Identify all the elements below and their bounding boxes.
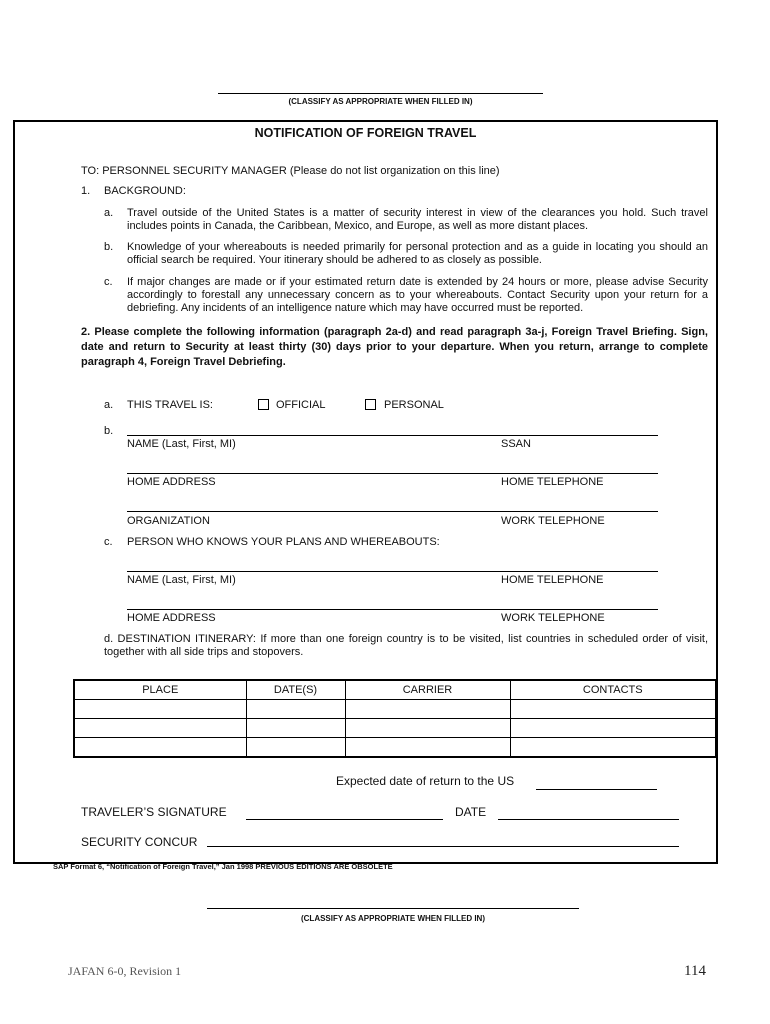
itinerary-cell-carrier[interactable] [345,719,510,738]
itinerary-header-dates: DATE(S) [246,680,345,700]
itinerary-table [73,679,717,758]
itinerary-row [74,738,716,758]
security-concur-line[interactable] [207,846,679,847]
travel-type-letter: a. [104,399,114,411]
personal-checkbox[interactable] [365,399,376,410]
form-format-note: SAP Format 6, “Notification of Foreign Travel,” Jan 1998 PREVIOUS EDITIONS ARE OBSOLETE [53,862,393,871]
itinerary-cell-contacts[interactable] [510,700,716,719]
return-date-line[interactable] [536,789,657,790]
traveler-address-line[interactable] [127,473,658,474]
traveler-organization-line[interactable] [127,511,658,512]
itinerary-header-row [74,680,716,700]
itinerary-cell-carrier[interactable] [345,738,510,758]
itinerary-cell-contacts[interactable] [510,738,716,758]
document-id: JAFAN 6-0, Revision 1 [68,964,182,978]
traveler-name-label: NAME (Last, First, MI) [127,438,236,450]
signature-date-line[interactable] [498,819,679,820]
section1-item-a-text: Travel outside of the United States is a matter of security interest in view of the clearances you hold. Such travel includes points in Canada, the Caribbean, Mexico, and Europe, as well as more distant places. [127,207,708,232]
official-label: OFFICIAL [276,399,326,411]
contact-work-telephone-label: WORK TELEPHONE [501,612,605,624]
top-classification-label: (CLASSIFY AS APPROPRIATE WHEN FILLED IN) [288,97,473,106]
contact-person-letter: c. [104,536,113,548]
contact-address-line[interactable] [127,609,658,610]
contact-person-heading: PERSON WHO KNOWS YOUR PLANS AND WHEREABOUTS: [127,536,440,548]
traveler-home-telephone-label: HOME TELEPHONE [501,476,604,488]
itinerary-header-place: PLACE [74,680,246,700]
bottom-classification-label: (CLASSIFY AS APPROPRIATE WHEN FILLED IN) [300,914,485,923]
official-checkbox[interactable] [258,399,269,410]
itinerary-cell-place[interactable] [74,738,246,758]
security-concur-label: SECURITY CONCUR [81,835,198,849]
traveler-work-telephone-label: WORK TELEPHONE [501,515,605,527]
contact-name-line[interactable] [127,571,658,572]
traveler-signature-label: TRAVELER’S SIGNATURE [81,805,227,819]
bottom-classification-line [207,908,579,909]
itinerary-header-carrier: CARRIER [345,680,510,700]
traveler-name-line[interactable] [127,435,658,436]
to-line: TO: PERSONNEL SECURITY MANAGER (Please do not list organization on this line) [81,165,500,177]
traveler-signature-line[interactable] [246,819,443,820]
section1-item-a-letter: a. [104,207,114,219]
top-classification-line [218,93,543,94]
itinerary-row [74,719,716,738]
section1-item-b-letter: b. [104,241,114,253]
contact-name-label: NAME (Last, First, MI) [127,574,236,586]
traveler-organization-label: ORGANIZATION [127,515,210,527]
traveler-ssan-label: SSAN [501,438,531,450]
section1-item-c-text: If major changes are made or if your estimated return date is extended by 24 hours or more, please advise Security accordingly to forestall any unnecessary concern as to your whereabouts. Contact Security upon your return for a debriefing. Any incidents of an intelligence nature which may have occurred must be reported. [127,276,708,314]
traveler-info-letter: b. [104,425,114,437]
page-number: 114 [684,963,706,979]
itinerary-row [74,700,716,719]
section1-item-c-letter: c. [104,276,113,288]
itinerary-cell-carrier[interactable] [345,700,510,719]
travel-type-label: THIS TRAVEL IS: [127,399,213,411]
section1-item-b-text: Knowledge of your whereabouts is needed primarily for personal protection and as a guide in locating you should an official search be required. Your itinerary should be adhered to as closely as possible. [127,241,708,266]
return-date-label: Expected date of return to the US [336,774,515,788]
itinerary-cell-dates[interactable] [246,719,345,738]
contact-home-address-label: HOME ADDRESS [127,612,216,624]
itinerary-header-contacts: CONTACTS [510,680,716,700]
section2-instructions: 2. Please complete the following information (paragraph 2a-d) and read paragraph 3a-j, Foreign Travel Briefing. Sign, date and return to Security at least thirty (30) days prior to your departure. When you return, arrange to complete paragraph 4, Foreign Travel Debriefing. [81,326,708,368]
section1-number: 1. [81,185,91,197]
traveler-home-address-label: HOME ADDRESS [127,476,216,488]
itinerary-cell-dates[interactable] [246,738,345,758]
form-title: NOTIFICATION OF FOREIGN TRAVEL [254,126,477,140]
section1-heading: BACKGROUND: [104,185,186,197]
itinerary-cell-place[interactable] [74,719,246,738]
personal-label: PERSONAL [384,399,444,411]
signature-date-label: DATE [455,805,487,819]
destination-itinerary-text: d. DESTINATION ITINERARY: If more than one foreign country is to be visited, list countries in scheduled order of visit, together with all side trips and stopovers. [104,633,708,658]
itinerary-cell-contacts[interactable] [510,719,716,738]
itinerary-cell-place[interactable] [74,700,246,719]
contact-home-telephone-label: HOME TELEPHONE [501,574,604,586]
itinerary-cell-dates[interactable] [246,700,345,719]
